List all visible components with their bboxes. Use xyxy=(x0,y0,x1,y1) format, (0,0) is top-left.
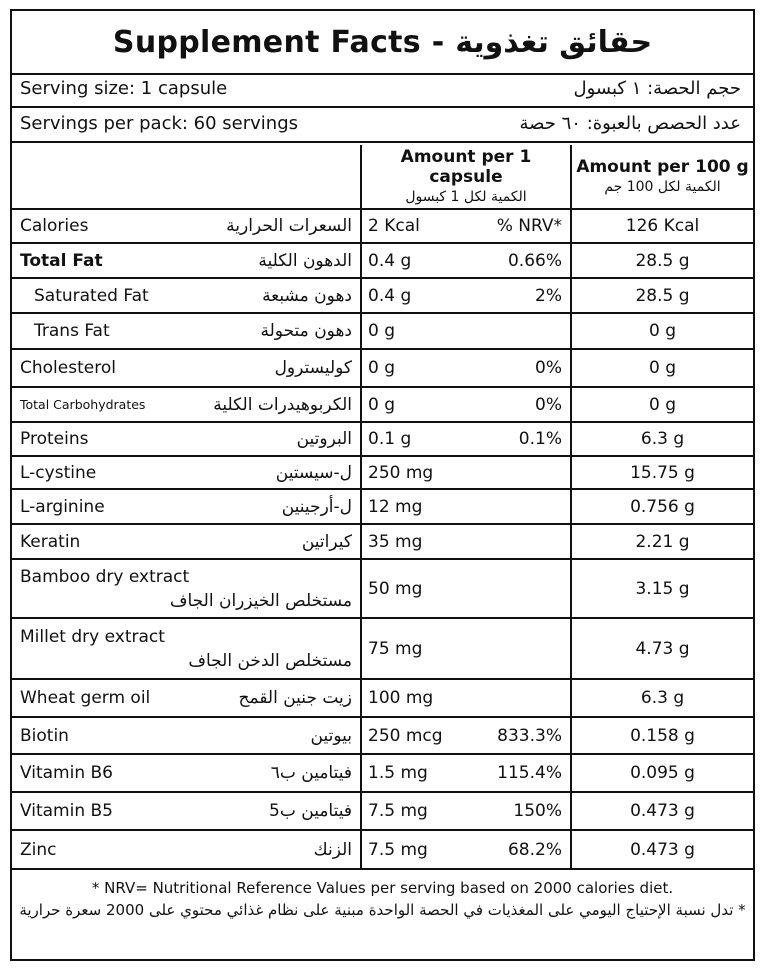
table-row xyxy=(12,559,753,618)
amount-per-100g: 6.3 g xyxy=(571,422,753,456)
table-row xyxy=(12,387,753,422)
nrv-value: % NRV* xyxy=(496,216,562,236)
nutrient-name-ar: فيتامين ب٦ xyxy=(270,763,352,783)
nrv-value: 0% xyxy=(535,358,562,378)
table-row xyxy=(12,209,753,243)
serving-size-row xyxy=(12,73,753,108)
nutrient-name-ar: مستخلص الدخن الجاف xyxy=(188,650,352,671)
amount-per-100g: 28.5 g xyxy=(571,243,753,278)
amount-per-100g: 3.15 g xyxy=(571,559,753,618)
table-row xyxy=(12,679,753,717)
nutrient-name-en: L-arginine xyxy=(20,496,105,517)
nutrient-name-ar: فيتامين ب5 xyxy=(269,801,352,821)
amount-per-capsule: 2 Kcal xyxy=(368,216,420,236)
header-per-capsule-en: Amount per 1 capsule xyxy=(400,146,532,187)
table-row xyxy=(12,243,753,278)
table-row xyxy=(12,524,753,559)
nutrient-name-ar: الكربوهيدرات الكلية xyxy=(213,394,352,415)
nutrient-name-ar: السعرات الحرارية xyxy=(226,216,352,236)
nrv-value: 0% xyxy=(535,394,562,415)
nutrient-name-en: Total Carbohydrates xyxy=(20,397,146,412)
nutrient-name-ar: دهون متحولة xyxy=(260,321,352,341)
nutrient-name-en: Bamboo dry extract xyxy=(20,566,190,587)
serving-size-en: Serving size: 1 capsule xyxy=(20,78,228,99)
nrv-value: 115.4% xyxy=(497,763,562,783)
nrv-value: 68.2% xyxy=(507,839,562,860)
header-row xyxy=(12,145,753,209)
amount-per-100g: 0.473 g xyxy=(571,792,753,830)
nrv-value: 2% xyxy=(535,285,562,306)
amount-per-100g: 0.158 g xyxy=(571,717,753,754)
nutrient-name-ar: ل-سيستين xyxy=(275,462,352,483)
amount-per-capsule: 7.5 mg xyxy=(368,839,428,860)
nrv-value: 0.66% xyxy=(507,250,562,271)
nutrition-table xyxy=(12,145,753,870)
nutrient-name-en: Millet dry extract xyxy=(20,626,165,647)
table-row xyxy=(12,456,753,489)
nutrient-name-ar: مستخلص الخيزران الجاف xyxy=(169,590,352,611)
nutrient-name-en: Proteins xyxy=(20,429,89,449)
serving-size-ar: حجم الحصة: ١ كبسول xyxy=(573,78,741,99)
amount-per-100g: 15.75 g xyxy=(571,456,753,489)
nutrient-name-en: Zinc xyxy=(20,839,57,860)
amount-per-100g: 6.3 g xyxy=(571,679,753,717)
amount-per-capsule: 12 mg xyxy=(368,496,423,517)
amount-per-capsule: 0.4 g xyxy=(368,250,412,271)
table-row xyxy=(12,792,753,830)
header-per-100g xyxy=(571,145,753,209)
amount-per-100g: 0.095 g xyxy=(571,754,753,792)
table-row xyxy=(12,313,753,349)
footnote-en: * NRV= Nutritional Reference Values per serving based on 2000 calories diet. xyxy=(91,879,674,897)
footnote-ar: * تدل نسبة الإحتياج اليومي على المغذيات في الحصة الواحدة مبنية على نظام غذائي محتوي على 2000 سعرة حرارية xyxy=(19,901,746,919)
amount-per-capsule: 7.5 mg xyxy=(368,801,428,821)
table-row xyxy=(12,422,753,456)
amount-per-capsule: 100 mg xyxy=(368,688,434,708)
amount-per-capsule: 250 mcg xyxy=(368,725,443,746)
nutrient-name-en: Vitamin B6 xyxy=(20,763,114,783)
amount-per-capsule: 1.5 mg xyxy=(368,763,428,783)
nutrient-name-en: Trans Fat xyxy=(34,321,110,341)
header-blank-cell xyxy=(12,145,361,209)
nutrient-name-en: Calories xyxy=(20,216,89,236)
amount-per-capsule: 0.4 g xyxy=(368,285,412,306)
footnote xyxy=(12,877,753,921)
nutrient-name-ar: بيوتين xyxy=(310,725,352,746)
panel-title: Supplement Facts - حقائق تغذوية xyxy=(12,11,753,75)
amount-per-capsule: 250 mg xyxy=(368,462,434,483)
header-per-capsule-ar: الكمية لكل 1 كبسول xyxy=(405,188,527,205)
amount-per-100g: 28.5 g xyxy=(571,278,753,313)
amount-per-100g: 0 g xyxy=(571,313,753,349)
nutrient-name-en: Biotin xyxy=(20,725,69,746)
nutrient-name-en: Keratin xyxy=(20,531,81,552)
nrv-value: 833.3% xyxy=(497,725,562,746)
nutrient-name-ar: كوليسترول xyxy=(274,358,352,378)
nutrient-name-en: Saturated Fat xyxy=(34,285,149,306)
supplement-facts-panel xyxy=(10,9,755,961)
nutrient-name-ar: الزنك xyxy=(313,839,352,860)
nutrient-name-ar: زيت جنين القمح xyxy=(238,688,352,708)
table-row xyxy=(12,349,753,387)
nrv-value: 0.1% xyxy=(518,429,562,449)
table-row xyxy=(12,754,753,792)
servings-per-pack-ar: عدد الحصص بالعبوة: ٦٠ حصة xyxy=(519,113,741,134)
table-row xyxy=(12,830,753,869)
nrv-value: 150% xyxy=(513,801,562,821)
amount-per-100g: 0.473 g xyxy=(571,830,753,869)
amount-per-100g: 4.73 g xyxy=(571,618,753,679)
nutrient-name-en: L-cystine xyxy=(20,462,97,483)
table-row xyxy=(12,489,753,524)
header-per-100g-ar: الكمية لكل 100 جم xyxy=(604,178,721,195)
amount-per-100g: 2.21 g xyxy=(571,524,753,559)
amount-per-capsule: 0 g xyxy=(368,358,396,378)
amount-per-100g: 126 Kcal xyxy=(571,209,753,243)
nutrient-name-ar: الدهون الكلية xyxy=(258,250,352,271)
nutrient-name-ar: كيراتين xyxy=(301,531,352,552)
header-per-capsule xyxy=(361,145,571,209)
amount-per-100g: 0.756 g xyxy=(571,489,753,524)
nutrient-name-en: Wheat germ oil xyxy=(20,688,151,708)
nutrient-name-en: Vitamin B5 xyxy=(20,801,114,821)
nutrient-name-ar: البروتين xyxy=(296,429,352,449)
table-row xyxy=(12,618,753,679)
amount-per-capsule: 0.1 g xyxy=(368,429,412,449)
nutrient-name-en: Cholesterol xyxy=(20,358,116,378)
table-row xyxy=(12,278,753,313)
amount-per-capsule: 35 mg xyxy=(368,531,423,552)
nutrient-name-ar: دهون مشبعة xyxy=(262,285,352,306)
servings-per-pack-en: Servings per pack: 60 servings xyxy=(20,113,299,134)
amount-per-capsule: 75 mg xyxy=(368,638,423,659)
header-per-100g-en: Amount per 100 g xyxy=(576,156,749,177)
nutrient-name-ar: ل-أرجينين xyxy=(281,496,352,517)
amount-per-capsule: 0 g xyxy=(368,321,396,341)
amount-per-capsule: 0 g xyxy=(368,394,396,415)
table-row xyxy=(12,717,753,754)
amount-per-100g: 0 g xyxy=(571,349,753,387)
nutrient-name-en: Total Fat xyxy=(20,250,103,271)
amount-per-capsule: 50 mg xyxy=(368,578,423,599)
servings-per-pack-row xyxy=(12,108,753,143)
amount-per-100g: 0 g xyxy=(571,387,753,422)
